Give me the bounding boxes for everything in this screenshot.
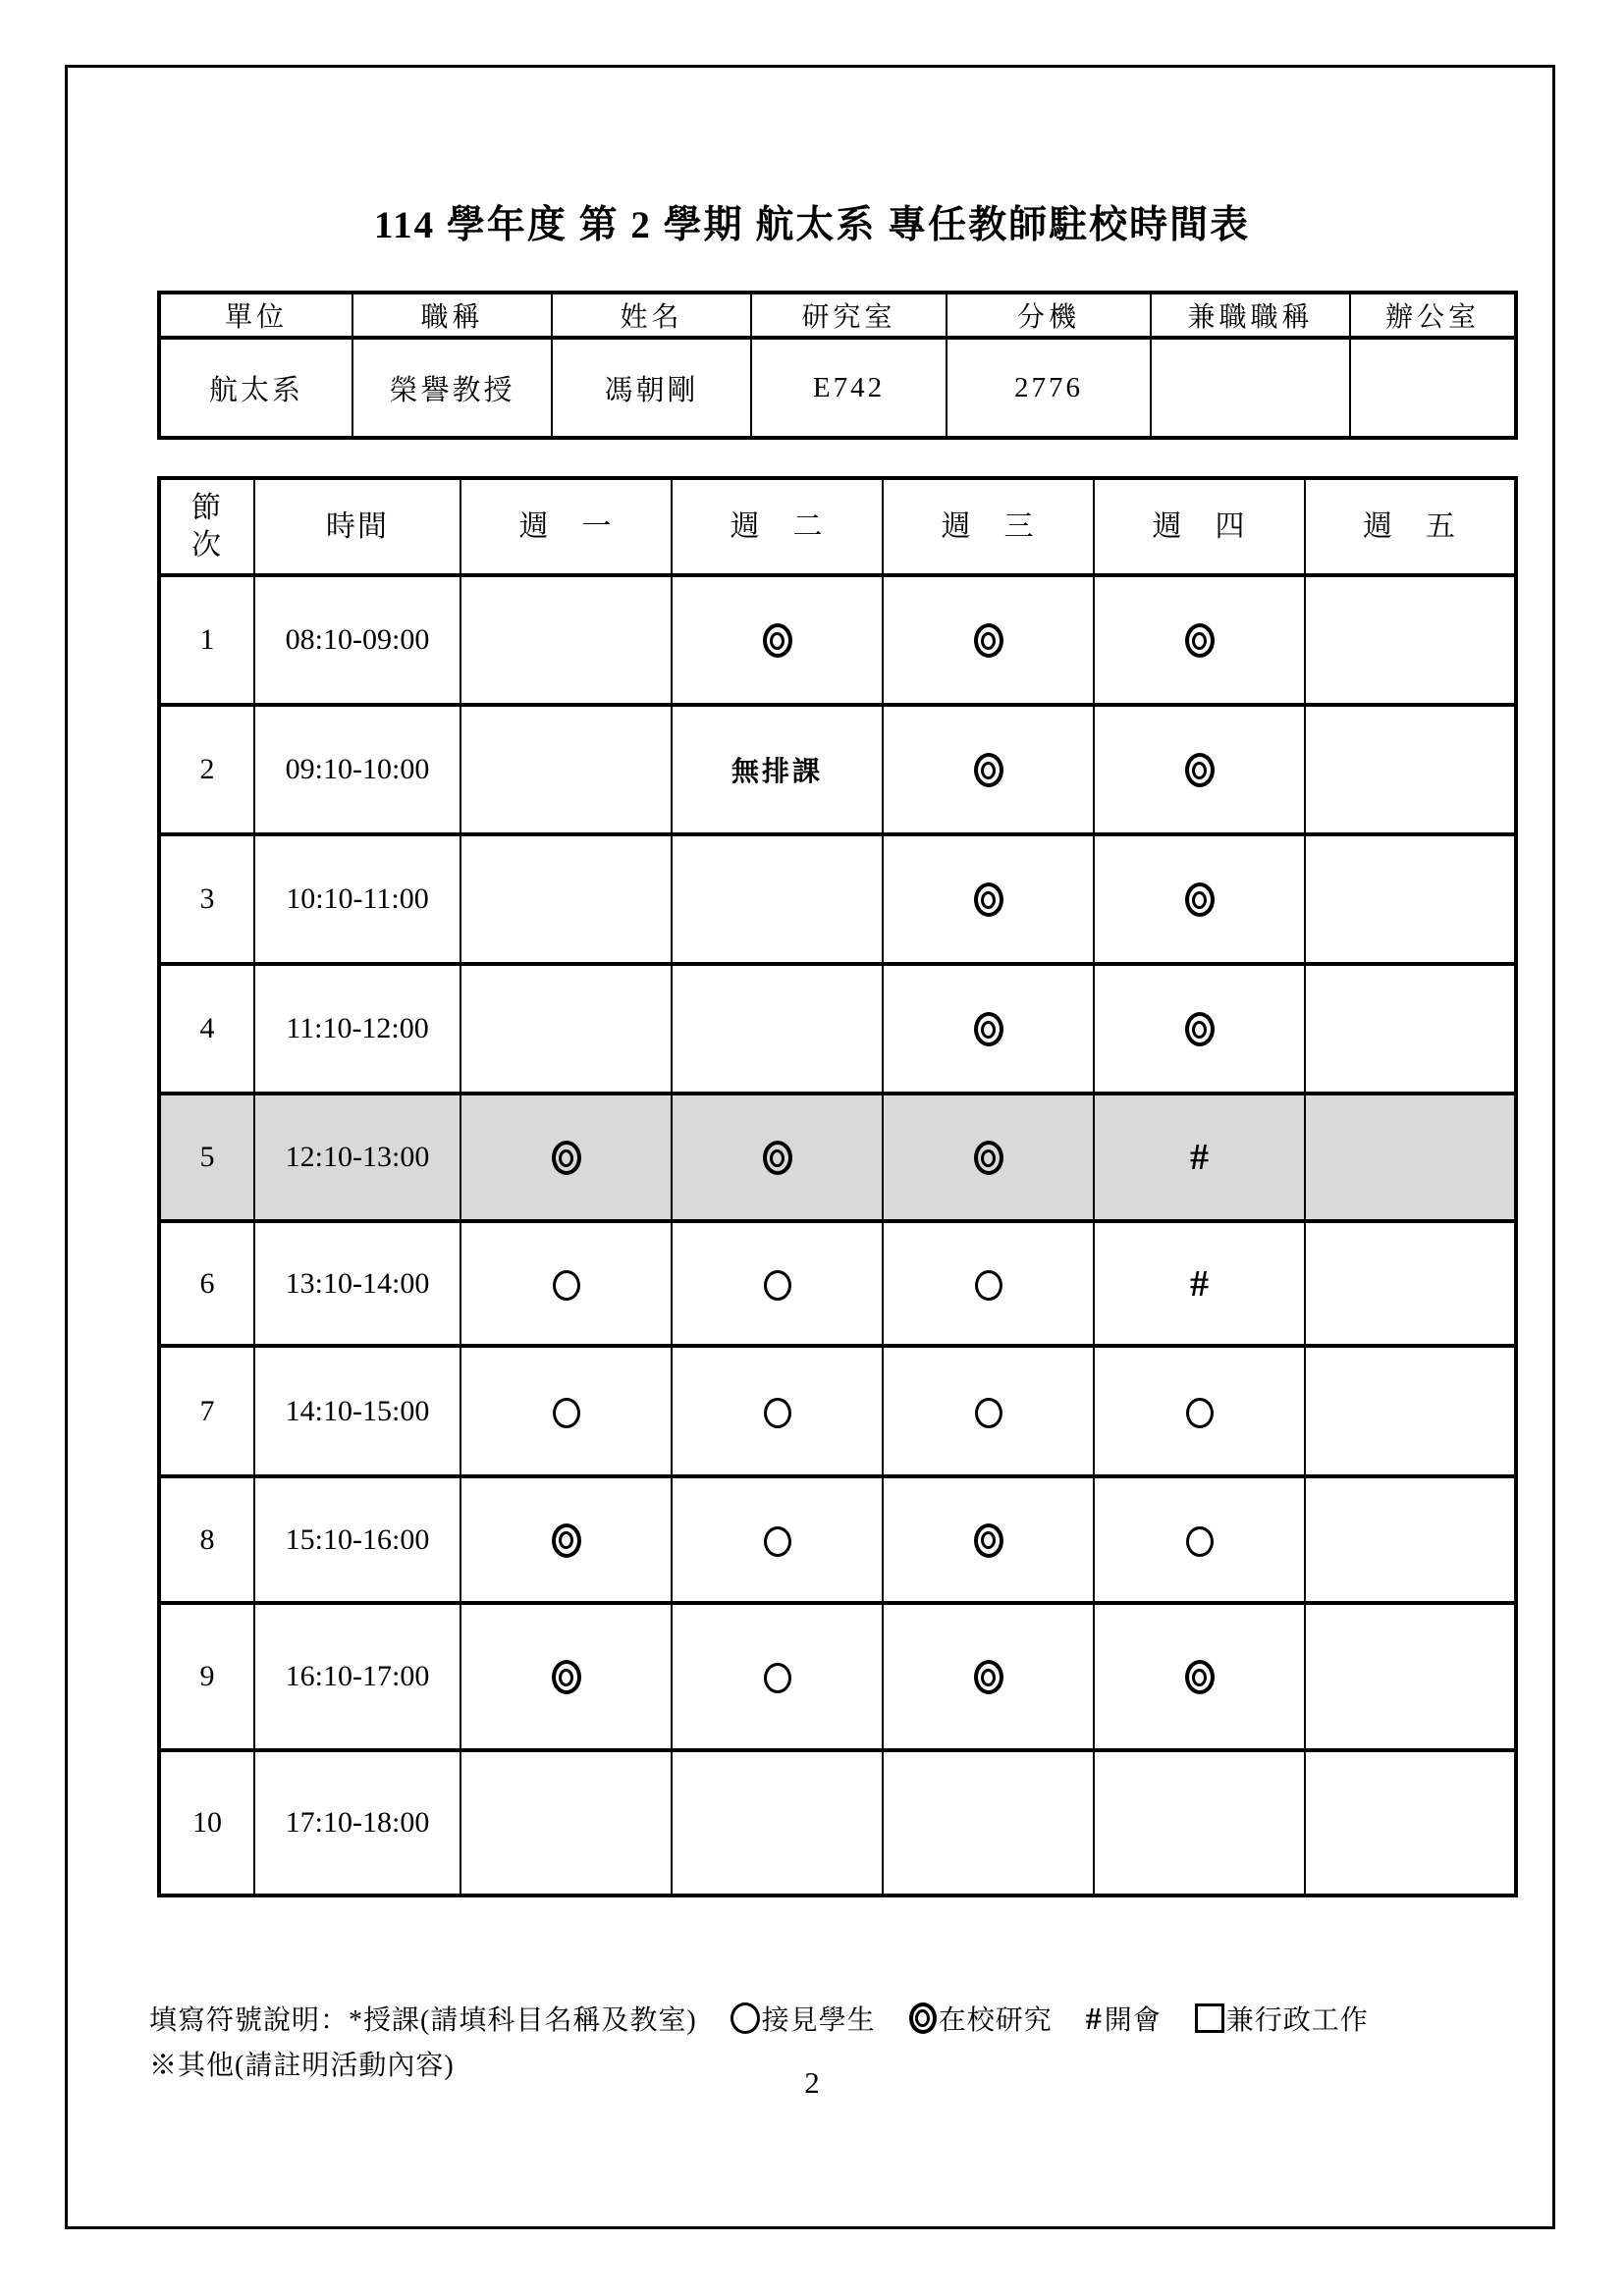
- info-header-row: [159, 293, 1516, 338]
- double-circle-icon: [1185, 1660, 1215, 1694]
- day-cell: [883, 705, 1094, 834]
- schedule-row: [159, 834, 1516, 964]
- schedule-row: [159, 1346, 1516, 1476]
- day-header-cell: 週 五: [1305, 478, 1516, 575]
- info-data-row: [159, 338, 1516, 438]
- period-cell: 1: [159, 575, 254, 705]
- schedule-row: [159, 705, 1516, 834]
- day-cell: [1094, 1750, 1305, 1896]
- day-cell: [1305, 1346, 1516, 1476]
- day-cell: [672, 964, 883, 1094]
- day-cell: [883, 575, 1094, 705]
- info-value-cell: 榮譽教授: [352, 338, 552, 438]
- schedule-row: [159, 1476, 1516, 1603]
- info-value-cell: 馮朝剛: [552, 338, 751, 438]
- time-cell: 15:10-16:00: [254, 1476, 460, 1603]
- double-circle-inner-ring: [981, 1021, 996, 1039]
- square-icon: [1195, 2003, 1224, 2033]
- day-cell: [1305, 964, 1516, 1094]
- double-circle-inner-ring: [559, 1149, 573, 1167]
- day-cell: [883, 834, 1094, 964]
- day-cell: [460, 1094, 672, 1221]
- day-cell: [460, 575, 672, 705]
- day-cell: [672, 575, 883, 705]
- day-cell: [883, 1603, 1094, 1750]
- day-cell: [672, 834, 883, 964]
- legend-line2: ※其他(請註明活動內容): [149, 2051, 455, 2081]
- period-header-char: 次: [191, 528, 223, 561]
- info-header-cell: 辦公室: [1350, 293, 1516, 338]
- hash-icon: #: [1085, 2001, 1103, 2036]
- day-cell: [1094, 834, 1305, 964]
- period-header-char: 節: [191, 492, 223, 524]
- schedule-body: [159, 575, 1516, 1896]
- double-circle-inner-ring: [1192, 891, 1207, 909]
- info-header-cell: 姓名: [552, 293, 751, 338]
- circle-icon: [764, 1526, 791, 1557]
- period-cell: 3: [159, 834, 254, 964]
- day-cell: [1305, 705, 1516, 834]
- schedule-table: [157, 476, 1518, 1897]
- time-cell: 16:10-17:00: [254, 1603, 460, 1750]
- schedule-row: [159, 1221, 1516, 1346]
- double-circle-icon: [763, 1141, 792, 1175]
- day-cell: [1094, 575, 1305, 705]
- double-circle-inner-ring: [559, 1531, 573, 1549]
- day-cell: [1094, 705, 1305, 834]
- day-cell: [672, 1603, 883, 1750]
- double-circle-inner-ring: [981, 891, 996, 909]
- double-circle-icon: [974, 1141, 1003, 1175]
- double-circle-icon: [763, 623, 792, 658]
- circle-icon: [731, 2002, 760, 2034]
- double-circle-inner-ring: [915, 2009, 930, 2027]
- schedule-header-row: [159, 478, 1516, 575]
- page-number: 2: [804, 2065, 820, 2100]
- double-circle-icon: [974, 1523, 1003, 1558]
- double-circle-inner-ring: [559, 1669, 573, 1686]
- double-circle-inner-ring: [981, 762, 996, 779]
- double-circle-icon: [552, 1141, 581, 1175]
- day-cell: [1305, 1603, 1516, 1750]
- legend-prefix: 填寫符號說明：: [149, 2005, 350, 2036]
- period-cell: 4: [159, 964, 254, 1094]
- day-cell: [1094, 964, 1305, 1094]
- schedule-row: [159, 1603, 1516, 1750]
- time-cell: 10:10-11:00: [254, 834, 460, 964]
- info-header-cell: 職稱: [352, 293, 552, 338]
- circle-icon: [1186, 1526, 1214, 1557]
- legend-item-label: 接見學生: [761, 2005, 876, 2036]
- legend-item: [1195, 1999, 1369, 2038]
- info-value-cell: [1350, 338, 1516, 438]
- circle-icon: [975, 1398, 1002, 1428]
- circle-icon: [764, 1398, 791, 1428]
- day-cell: [883, 964, 1094, 1094]
- day-header-cell: 週 三: [883, 478, 1094, 575]
- day-header-cell: 週 二: [672, 478, 883, 575]
- day-cell: [460, 834, 672, 964]
- info-header-cell: 單位: [159, 293, 352, 338]
- double-circle-inner-ring: [981, 1149, 996, 1167]
- double-circle-icon: [974, 882, 1003, 917]
- day-cell: [883, 1750, 1094, 1896]
- day-cell: [460, 1603, 672, 1750]
- period-cell: 2: [159, 705, 254, 834]
- double-circle-inner-ring: [981, 1669, 996, 1686]
- legend-item-label: 兼行政工作: [1225, 2005, 1369, 2036]
- time-cell: 13:10-14:00: [254, 1221, 460, 1346]
- period-cell: 9: [159, 1603, 254, 1750]
- info-value-cell: 2776: [947, 338, 1151, 438]
- legend-item-label: 開會: [1104, 2005, 1162, 2036]
- schedule-row: [159, 1094, 1516, 1221]
- legend-item: [1086, 1999, 1162, 2038]
- info-header-cell: 分機: [947, 293, 1151, 338]
- circle-icon: [553, 1398, 580, 1428]
- day-cell: [460, 1750, 672, 1896]
- day-cell: [460, 1221, 672, 1346]
- circle-icon: [764, 1663, 791, 1693]
- time-cell: 17:10-18:00: [254, 1750, 460, 1896]
- double-circle-icon: [909, 2002, 937, 2034]
- circle-icon: [764, 1270, 791, 1301]
- day-cell: [1094, 1603, 1305, 1750]
- day-cell: [460, 1476, 672, 1603]
- period-cell: 8: [159, 1476, 254, 1603]
- legend-line1: [149, 1999, 1465, 2038]
- day-cell: [1305, 1476, 1516, 1603]
- double-circle-inner-ring: [1192, 762, 1207, 779]
- day-cell: [883, 1476, 1094, 1603]
- day-cell: [460, 1346, 672, 1476]
- day-cell: [1305, 1094, 1516, 1221]
- info-header-cell: 研究室: [751, 293, 947, 338]
- time-cell: 09:10-10:00: [254, 705, 460, 834]
- double-circle-icon: [974, 623, 1003, 658]
- double-circle-icon: [974, 1012, 1003, 1046]
- double-circle-inner-ring: [770, 632, 785, 650]
- day-cell: [883, 1221, 1094, 1346]
- double-circle-inner-ring: [1192, 1669, 1207, 1686]
- double-circle-inner-ring: [1192, 632, 1207, 650]
- circle-icon: [975, 1270, 1002, 1301]
- time-cell: 12:10-13:00: [254, 1094, 460, 1221]
- day-cell: [672, 705, 883, 834]
- double-circle-icon: [1185, 1012, 1215, 1046]
- no-class-label: 無排課: [731, 757, 823, 787]
- day-cell: [672, 1346, 883, 1476]
- info-value-cell: E742: [751, 338, 947, 438]
- period-cell: 10: [159, 1750, 254, 1896]
- legend-item-label: 在校研究: [938, 2005, 1053, 2036]
- time-header-cell: 時間: [254, 478, 460, 575]
- period-cell: 6: [159, 1221, 254, 1346]
- legend-item: [731, 1999, 876, 2038]
- double-circle-icon: [974, 753, 1003, 787]
- legend-item: [349, 1999, 697, 2038]
- day-cell: [672, 1750, 883, 1896]
- time-cell: 08:10-09:00: [254, 575, 460, 705]
- schedule-row: [159, 1750, 1516, 1896]
- day-cell: [1305, 1750, 1516, 1896]
- double-circle-icon: [552, 1523, 581, 1558]
- double-circle-inner-ring: [770, 1149, 785, 1167]
- period-cell: 5: [159, 1094, 254, 1221]
- day-cell: [883, 1346, 1094, 1476]
- double-circle-icon: [1185, 753, 1215, 787]
- day-cell: [883, 1094, 1094, 1221]
- period-header-cell: [159, 478, 254, 575]
- day-cell: [460, 964, 672, 1094]
- day-cell: [1305, 1221, 1516, 1346]
- info-value-cell: 航太系: [159, 338, 352, 438]
- period-cell: 7: [159, 1346, 254, 1476]
- day-cell: [1094, 1094, 1305, 1221]
- day-cell: [1305, 575, 1516, 705]
- double-circle-icon: [552, 1660, 581, 1694]
- page-title: 114 學年度 第 2 學期 航太系 專任教師駐校時間表: [373, 204, 1251, 246]
- info-value-cell: [1151, 338, 1350, 438]
- teacher-info-table: [157, 291, 1518, 440]
- circle-icon: [553, 1270, 580, 1301]
- day-cell: [1305, 834, 1516, 964]
- double-circle-icon: [974, 1660, 1003, 1694]
- day-header-cell: 週 一: [460, 478, 672, 575]
- double-circle-icon: [1185, 623, 1215, 658]
- double-circle-inner-ring: [981, 632, 996, 650]
- schedule-row: [159, 575, 1516, 705]
- day-cell: [672, 1221, 883, 1346]
- day-cell: [1094, 1476, 1305, 1603]
- time-cell: 11:10-12:00: [254, 964, 460, 1094]
- circle-icon: [1186, 1398, 1214, 1428]
- day-cell: [1094, 1221, 1305, 1346]
- time-cell: 14:10-15:00: [254, 1346, 460, 1476]
- hash-icon: #: [1190, 1137, 1209, 1179]
- day-cell: [460, 705, 672, 834]
- double-circle-icon: [1185, 882, 1215, 917]
- schedule-row: [159, 964, 1516, 1094]
- double-circle-inner-ring: [981, 1531, 996, 1549]
- day-cell: [1094, 1346, 1305, 1476]
- day-cell: [672, 1094, 883, 1221]
- day-header-cell: 週 四: [1094, 478, 1305, 575]
- legend-item-label: *授課(請填科目名稱及教室): [349, 2005, 697, 2036]
- double-circle-inner-ring: [1192, 1021, 1207, 1039]
- legend-item: [909, 1999, 1053, 2038]
- info-header-cell: 兼職職稱: [1151, 293, 1350, 338]
- hash-icon: #: [1190, 1262, 1209, 1305]
- day-cell: [672, 1476, 883, 1603]
